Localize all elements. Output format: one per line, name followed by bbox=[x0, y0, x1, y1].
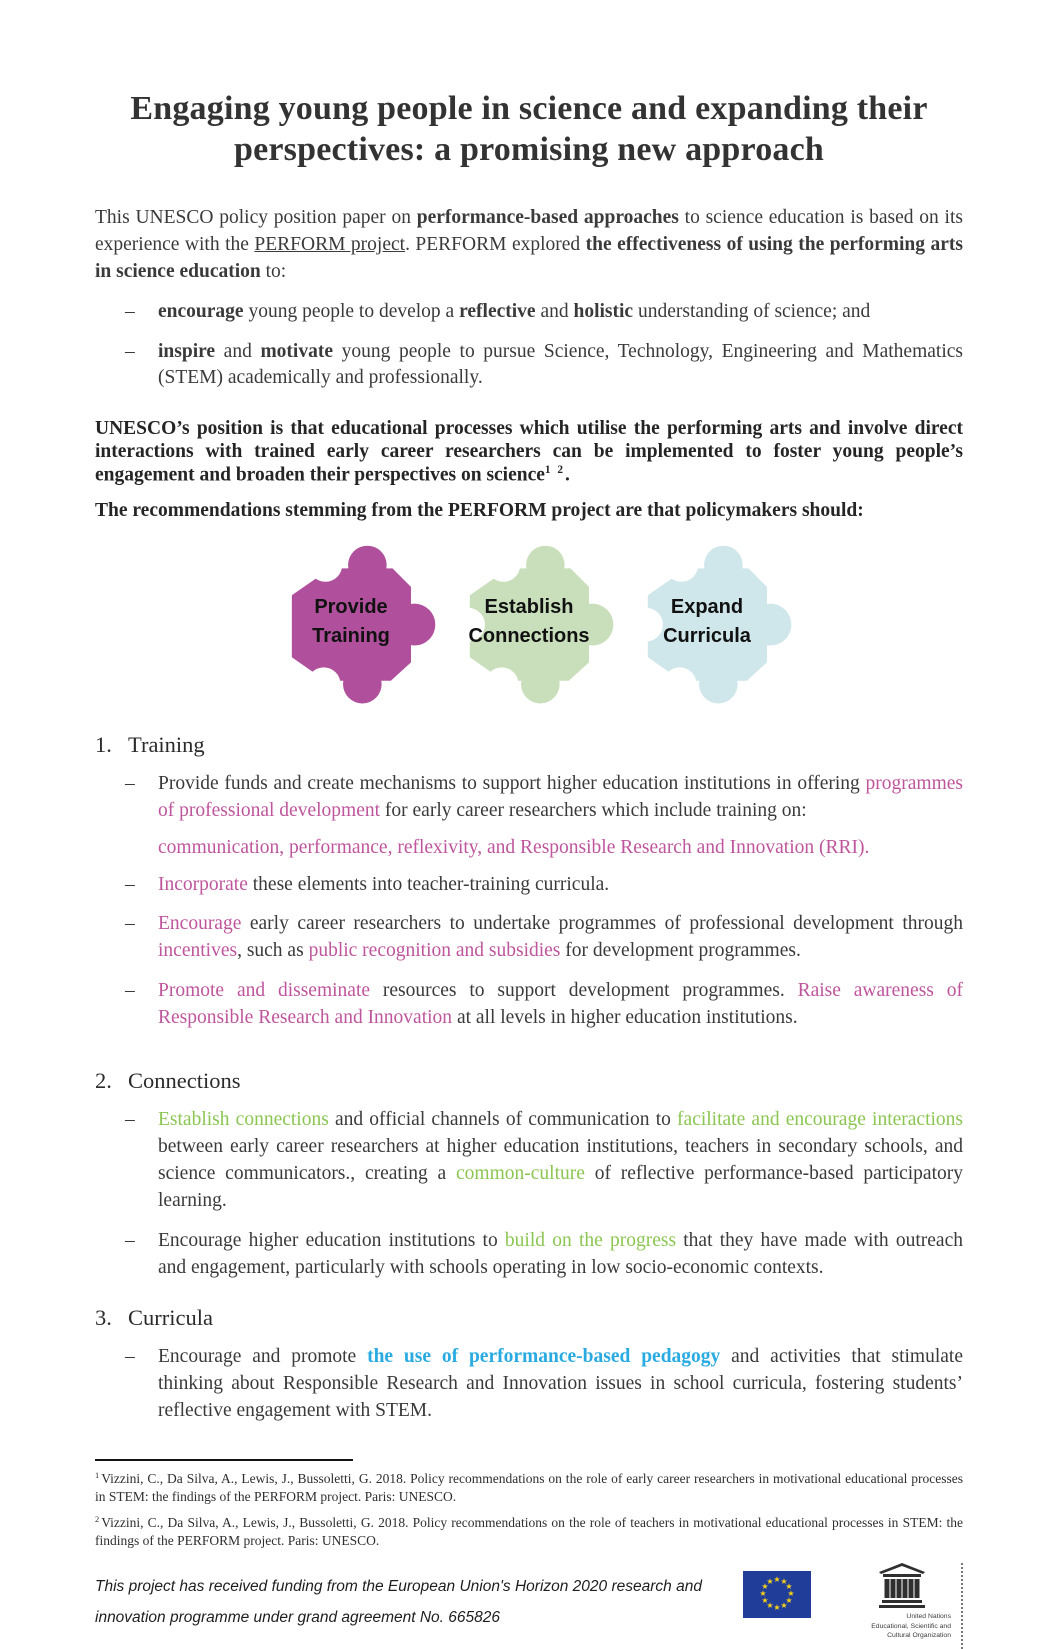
svg-text:★: ★ bbox=[761, 1596, 769, 1606]
puzzle-piece-provide-training bbox=[265, 542, 437, 708]
svg-text:★: ★ bbox=[785, 1596, 793, 1606]
svg-text:★: ★ bbox=[761, 1582, 769, 1592]
unesco-position-paragraph: UNESCO’s position is that educational processes which utilise the performing arts and involve direct interactions with trained early career researchers can be implemented to foster young people’s engagement and broaden their perspectives on science$^{1 2}$. bbox=[95, 418, 963, 486]
svg-text:★: ★ bbox=[787, 1589, 795, 1599]
list-item bbox=[125, 1228, 963, 1282]
list-item bbox=[125, 1344, 963, 1425]
section-heading-connections: 2. Connections bbox=[95, 1068, 241, 1094]
svg-text:★: ★ bbox=[773, 1603, 781, 1613]
unesco-logo-block bbox=[853, 1563, 963, 1649]
bullet-text: Incorporate these elements into teacher-training curricula. bbox=[158, 873, 610, 895]
page-footer bbox=[95, 1563, 963, 1649]
footnotes bbox=[95, 1459, 963, 1549]
curricula-bullet-list bbox=[95, 1344, 963, 1425]
training-bullet-list bbox=[95, 872, 963, 1033]
list-item bbox=[125, 771, 963, 825]
recommendations-lead-line: The recommendations stemming from the PERFORM project are that policymakers should: bbox=[95, 499, 864, 521]
bullet-text: Promote and disseminate resources to support development programmes. Raise awareness of Responsible Research and Innovation at all levels in higher education institutions. bbox=[158, 980, 963, 1029]
funding-statement: This project has received funding from the European Union's Horizon 2020 research and innovation programme under grand agreement No. 665826 bbox=[95, 1578, 702, 1627]
puzzle-label: Provide Training bbox=[312, 595, 390, 647]
perform-project-link[interactable]: the use of performance-based pedagogy bbox=[367, 1346, 721, 1368]
dash-bullet-marker bbox=[125, 978, 158, 1032]
section-heading-training: 1. Training bbox=[95, 731, 205, 757]
footnote-1: $^1$ Vizzini, C., Da Silva, A., Lewis, J., Bussoletti, G. 2018. Policy recommendations on the role of early career researchers in motivational educational processes in STEM: the findings of the PERFORM project. Paris: UNESCO. bbox=[95, 1470, 963, 1504]
unesco-logo-icon bbox=[876, 1563, 928, 1609]
puzzle-piece-expand-curricula bbox=[621, 542, 793, 708]
dash-bullet-marker bbox=[125, 339, 158, 393]
puzzle-graphic bbox=[95, 542, 963, 708]
dash-bullet-marker bbox=[125, 1344, 158, 1425]
unesco-caption: United Nations Educational, Scientific and Cultural Organization bbox=[871, 1613, 951, 1639]
footnote-2: $^2$ Vizzini, C., Da Silva, A., Lewis, J., Bussoletti, G. 2018. Policy recommendations on the role of teachers in motivational educational processes in STEM: the findings of the PERFORM project. Paris: UNESCO. bbox=[95, 1514, 963, 1548]
puzzle-label: Establish Connections bbox=[468, 595, 590, 647]
section-heading-curricula: 3. Curricula bbox=[95, 1305, 213, 1331]
page-title: Engaging young people in science and expanding their perspectives: a promising new approach bbox=[130, 90, 928, 169]
dash-bullet-marker bbox=[125, 1228, 158, 1282]
bullet-text: Encourage higher education institutions to build on the progress that they have made with outreach and engagement, particularly with schools operating in low socio-economic contexts. bbox=[158, 1229, 963, 1278]
dash-bullet-marker bbox=[125, 911, 158, 965]
bullet-text: Establish connections and official channels of communication to facilitate and encourage interactions between early career researchers at higher education institutions, teachers in secondary schools, and science communicators., creating a common-culture of reflective performance-based participatory learning. bbox=[158, 1109, 963, 1211]
puzzle-piece-icon bbox=[621, 542, 793, 708]
svg-text:★: ★ bbox=[766, 1577, 774, 1587]
list-item bbox=[125, 978, 963, 1032]
svg-text:★: ★ bbox=[773, 1575, 781, 1585]
svg-text:★: ★ bbox=[759, 1589, 767, 1599]
list-item bbox=[125, 299, 963, 326]
bullet-text: Encourage and promote the use of performance-based pedagogy and activities that stimulate thinking about Responsible Research and Innovation issues in school curricula, fostering students’ reflective engagement with STEM. bbox=[158, 1346, 963, 1422]
svg-text:★: ★ bbox=[785, 1582, 793, 1592]
bullet-text: inspire and motivate young people to pursue Science, Technology, Engineering and Mathematics (STEM) academically and professionally. bbox=[158, 340, 963, 389]
footnote-marker: 1 bbox=[95, 1470, 100, 1480]
dash-bullet-marker bbox=[125, 872, 158, 899]
intro-paragraph: This UNESCO policy position paper on performance-based approaches to science education is based on its experience with the PERFORM project. PERFORM explored the effectiveness of using the performing arts in science education to: bbox=[95, 206, 963, 282]
perform-project-link[interactable]: PERFORM project bbox=[254, 233, 406, 255]
intro-bullet-list bbox=[95, 299, 963, 393]
puzzle-label: Expand Curricula bbox=[663, 595, 751, 647]
list-item bbox=[125, 339, 963, 393]
puzzle-piece-icon bbox=[443, 542, 615, 708]
training-topics-line: communication, performance, reflexivity, and Responsible Research and Innovation (RRI). bbox=[158, 836, 870, 858]
list-item bbox=[125, 872, 963, 899]
dash-bullet-marker bbox=[125, 299, 158, 326]
svg-text:★: ★ bbox=[766, 1601, 774, 1611]
list-item bbox=[125, 911, 963, 965]
bullet-text: Provide funds and create mechanisms to support higher education institutions in offering programmes of professional development for early career researchers which include training on: bbox=[158, 772, 963, 821]
perform-project-link[interactable]: 1 2 bbox=[544, 463, 566, 476]
list-item bbox=[125, 1107, 963, 1215]
bullet-text: encourage young people to develop a reflective and holistic understanding of science; and bbox=[158, 300, 871, 322]
puzzle-piece-establish-connections bbox=[443, 542, 615, 708]
svg-text:★: ★ bbox=[780, 1601, 788, 1611]
footnote-marker: 2 bbox=[95, 1514, 100, 1524]
svg-text:★: ★ bbox=[780, 1577, 788, 1587]
puzzle-piece-icon bbox=[265, 542, 437, 708]
dash-bullet-marker bbox=[125, 771, 158, 825]
dash-bullet-marker bbox=[125, 1107, 158, 1215]
connections-bullet-list bbox=[95, 1107, 963, 1281]
footnote-separator bbox=[95, 1459, 353, 1461]
training-bullet-list bbox=[95, 771, 963, 825]
eu-flag-icon bbox=[743, 1571, 811, 1618]
bullet-text: Encourage early career researchers to undertake programmes of professional development through incentives, such as public recognition and subsidies for development programmes. bbox=[158, 913, 963, 962]
